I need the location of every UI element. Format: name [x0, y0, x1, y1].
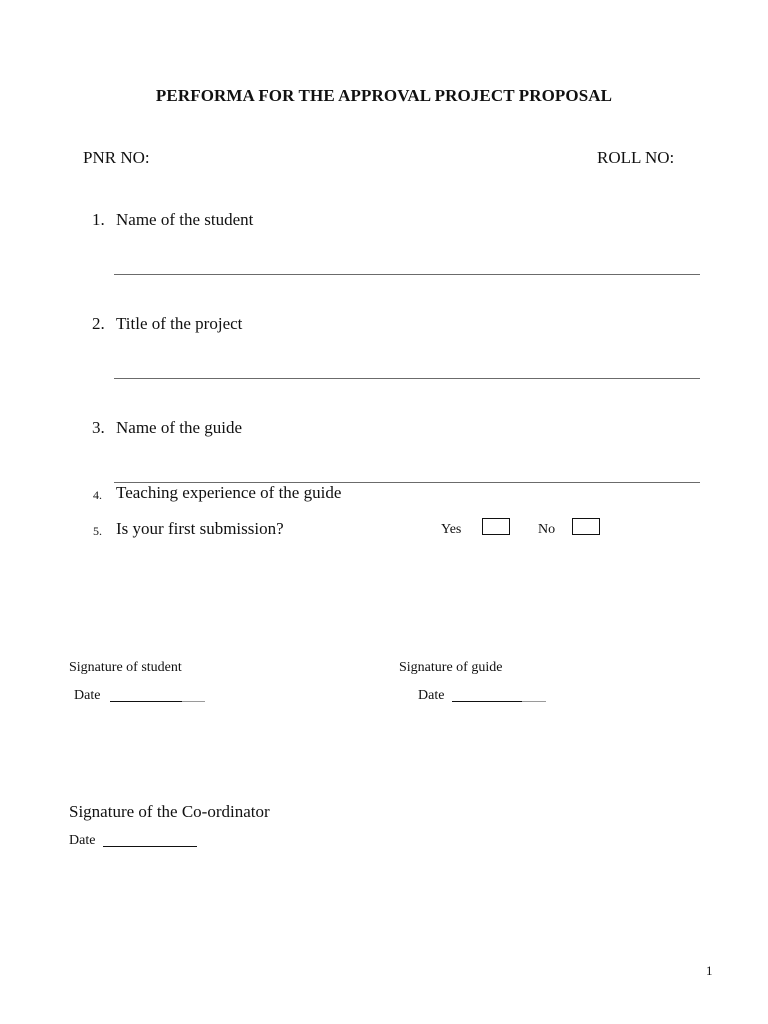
roll-label: ROLL NO: — [597, 148, 675, 167]
question-item-1 — [0, 210, 768, 234]
coordinator-signature-label: Signature of the Co-ordinator — [69, 802, 270, 821]
question-item-2 — [0, 314, 768, 338]
question-number: 4. — [93, 488, 102, 502]
question-item-5 — [0, 519, 768, 543]
question-label: Is your first submission? — [116, 519, 284, 538]
question-number: 3. — [92, 418, 105, 437]
question-item-4 — [0, 483, 768, 507]
no-label: No — [538, 522, 556, 537]
question-number: 5. — [93, 524, 102, 538]
student-name-line[interactable] — [114, 274, 700, 275]
student-date-label: Date — [74, 688, 101, 703]
pnr-label: PNR NO: — [83, 148, 150, 167]
project-title-line[interactable] — [114, 378, 700, 379]
question-label: Name of the guide — [116, 418, 243, 437]
coordinator-date-label: Date — [69, 833, 96, 848]
student-signature-label: Signature of student — [69, 660, 182, 675]
question-number: 1. — [92, 210, 105, 229]
question-label: Title of the project — [116, 314, 243, 333]
document-title: PERFORMA FOR THE APPROVAL PROJECT PROPOSAL — [155, 86, 613, 105]
guide-date-label: Date — [418, 688, 445, 703]
question-number: 2. — [92, 314, 105, 333]
page-number: 1 — [706, 963, 713, 978]
yes-checkbox[interactable] — [482, 518, 510, 535]
question-label: Teaching experience of the guide — [116, 483, 342, 502]
question-label: Name of the student — [116, 210, 254, 229]
no-checkbox[interactable] — [572, 518, 600, 535]
guide-signature-label: Signature of guide — [399, 660, 503, 675]
yes-label: Yes — [441, 522, 462, 537]
question-item-3 — [0, 418, 768, 442]
